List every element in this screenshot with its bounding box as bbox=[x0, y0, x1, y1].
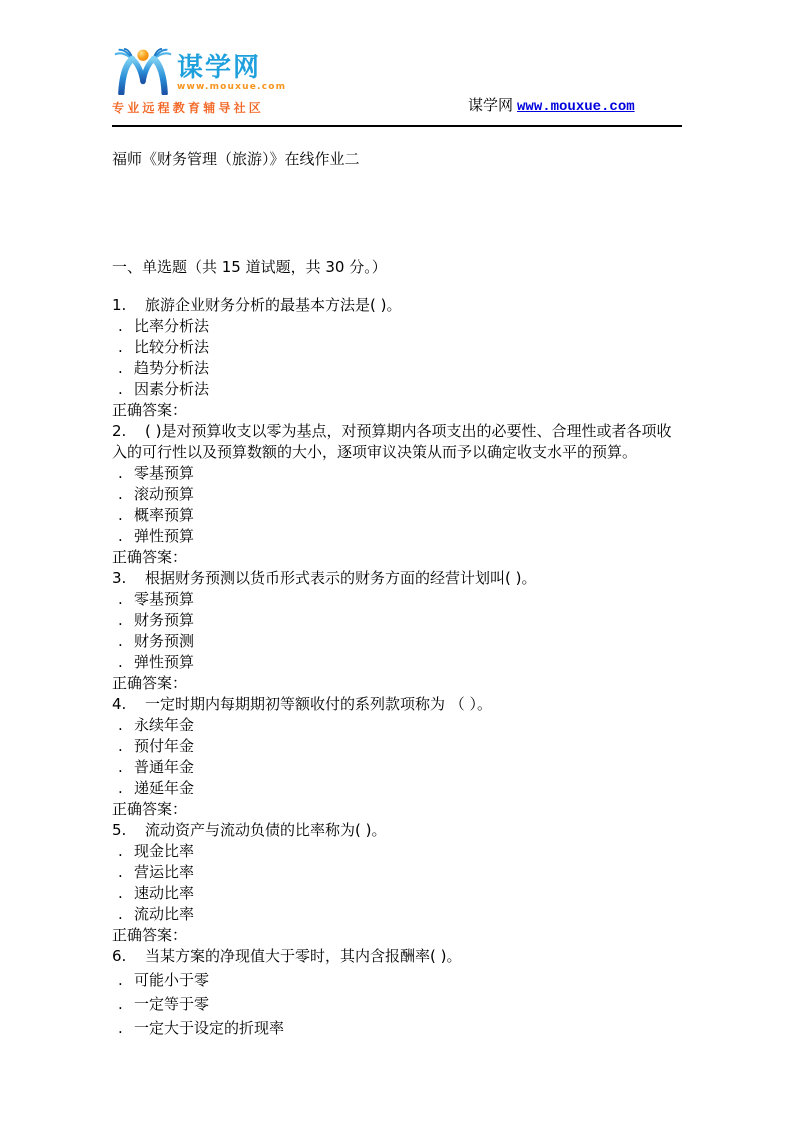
header-site-reference bbox=[468, 96, 635, 116]
mouxue-logo-m-book-icon bbox=[112, 48, 174, 95]
answer-option bbox=[112, 757, 684, 778]
option-bullet: . bbox=[118, 317, 123, 335]
answer-option bbox=[112, 841, 684, 862]
assignment-title: 福师《财务管理（旅游）》在线作业二 bbox=[112, 150, 360, 168]
option-bullet: . bbox=[118, 758, 123, 776]
option-bullet: . bbox=[118, 653, 123, 671]
option-bullet: . bbox=[118, 632, 123, 650]
question-stem: ( )是对预算收支以零为基点，对预算期内各项支出的必要性、合理性或者各项收入的可行性以及预算数额的大小，逐项审议决策从而予以确定收支水平的预算。 bbox=[112, 422, 672, 461]
option-text: 财务预算 bbox=[134, 611, 195, 629]
question-5 bbox=[112, 820, 684, 946]
question-4 bbox=[112, 694, 684, 820]
header-site-link[interactable]: www.mouxue.com bbox=[517, 99, 635, 115]
answer-option bbox=[112, 631, 684, 652]
answer-option bbox=[112, 1018, 684, 1039]
option-text: 普通年金 bbox=[134, 758, 195, 776]
option-bullet: . bbox=[118, 905, 123, 923]
answer-option bbox=[112, 316, 684, 337]
option-bullet: . bbox=[118, 359, 123, 377]
option-text: 营运比率 bbox=[134, 863, 195, 881]
question-1 bbox=[112, 295, 684, 421]
answer-option bbox=[112, 589, 684, 610]
section-heading: 一、单选题（共 15 道试题，共 30 分。） bbox=[112, 258, 387, 276]
option-bullet: . bbox=[118, 971, 123, 989]
option-text: 永续年金 bbox=[134, 716, 195, 734]
option-bullet: . bbox=[118, 464, 123, 482]
option-text: 零基预算 bbox=[134, 464, 195, 482]
answer-option bbox=[112, 883, 684, 904]
option-bullet: . bbox=[118, 842, 123, 860]
answer-option bbox=[112, 736, 684, 757]
question-stem: 当某方案的净现值大于零时，其内含报酬率( )。 bbox=[145, 947, 462, 965]
option-bullet: . bbox=[118, 380, 123, 398]
option-text: 弹性预算 bbox=[134, 653, 195, 671]
question-text bbox=[112, 568, 684, 589]
option-bullet: . bbox=[118, 863, 123, 881]
answer-option bbox=[112, 778, 684, 799]
option-bullet: . bbox=[118, 527, 123, 545]
option-bullet: . bbox=[118, 716, 123, 734]
correct-answer-label: 正确答案： bbox=[112, 401, 188, 419]
question-text bbox=[112, 295, 684, 316]
question-2 bbox=[112, 421, 684, 568]
answer-option bbox=[112, 358, 684, 379]
question-3 bbox=[112, 568, 684, 694]
answer-option bbox=[112, 970, 684, 991]
answer-option bbox=[112, 862, 684, 883]
correct-answer-label: 正确答案： bbox=[112, 800, 188, 818]
answer-option bbox=[112, 715, 684, 736]
answer-option bbox=[112, 994, 684, 1015]
question-number: 3. bbox=[112, 569, 127, 587]
option-text: 一定等于零 bbox=[134, 995, 210, 1013]
answer-option bbox=[112, 505, 684, 526]
option-text: 速动比率 bbox=[134, 884, 195, 902]
question-number: 4. bbox=[112, 695, 127, 713]
mouxue-logo bbox=[112, 48, 287, 116]
assignment-body bbox=[112, 257, 684, 1039]
option-text: 一定大于设定的折现率 bbox=[134, 1019, 285, 1037]
question-number: 5. bbox=[112, 821, 127, 839]
logo-site-name: 谋学网 bbox=[177, 53, 262, 83]
question-stem: 根据财务预测以货币形式表示的财务方面的经营计划叫( )。 bbox=[145, 569, 537, 587]
option-text: 预付年金 bbox=[134, 737, 195, 755]
option-bullet: . bbox=[118, 338, 123, 356]
option-text: 可能小于零 bbox=[134, 971, 210, 989]
logo-site-url: www.mouxue.com bbox=[177, 82, 287, 92]
question-stem: 旅游企业财务分析的最基本方法是( )。 bbox=[145, 296, 402, 314]
option-bullet: . bbox=[118, 590, 123, 608]
question-6 bbox=[112, 946, 684, 1039]
option-bullet: . bbox=[118, 506, 123, 524]
question-stem: 流动资产与流动负债的比率称为( )。 bbox=[145, 821, 387, 839]
header-site-name: 谋学网 bbox=[468, 96, 514, 114]
logo-tagline: 专业远程教育辅导社区 bbox=[112, 101, 265, 115]
answer-option bbox=[112, 463, 684, 484]
header-divider-line bbox=[112, 125, 682, 127]
question-text bbox=[112, 820, 684, 841]
question-number: 6. bbox=[112, 947, 127, 965]
answer-option bbox=[112, 652, 684, 673]
option-bullet: . bbox=[118, 995, 123, 1013]
answer-option bbox=[112, 337, 684, 358]
option-bullet: . bbox=[118, 737, 123, 755]
correct-answer-label: 正确答案： bbox=[112, 926, 188, 944]
option-bullet: . bbox=[118, 1019, 123, 1037]
option-text: 递延年金 bbox=[134, 779, 195, 797]
option-text: 比率分析法 bbox=[134, 317, 210, 335]
option-bullet: . bbox=[118, 779, 123, 797]
option-text: 现金比率 bbox=[134, 842, 195, 860]
question-text bbox=[112, 946, 684, 967]
question-stem: 一定时期内每期期初等额收付的系列款项称为 （ ）。 bbox=[145, 695, 493, 713]
option-text: 因素分析法 bbox=[134, 380, 210, 398]
option-text: 零基预算 bbox=[134, 590, 195, 608]
question-text bbox=[112, 421, 684, 463]
answer-option bbox=[112, 526, 684, 547]
question-number: 1. bbox=[112, 296, 127, 314]
option-bullet: . bbox=[118, 884, 123, 902]
option-bullet: . bbox=[118, 611, 123, 629]
option-text: 趋势分析法 bbox=[134, 359, 210, 377]
answer-option bbox=[112, 610, 684, 631]
option-text: 弹性预算 bbox=[134, 527, 195, 545]
option-text: 财务预测 bbox=[134, 632, 195, 650]
answer-option bbox=[112, 484, 684, 505]
option-text: 滚动预算 bbox=[134, 485, 195, 503]
option-text: 流动比率 bbox=[134, 905, 195, 923]
correct-answer-label: 正确答案： bbox=[112, 674, 188, 692]
option-text: 比较分析法 bbox=[134, 338, 210, 356]
correct-answer-label: 正确答案： bbox=[112, 548, 188, 566]
logo-sun-icon bbox=[137, 50, 148, 61]
question-text bbox=[112, 694, 684, 715]
answer-option bbox=[112, 904, 684, 925]
question-number: 2. bbox=[112, 422, 127, 440]
answer-option bbox=[112, 379, 684, 400]
option-text: 概率预算 bbox=[134, 506, 195, 524]
option-bullet: . bbox=[118, 485, 123, 503]
